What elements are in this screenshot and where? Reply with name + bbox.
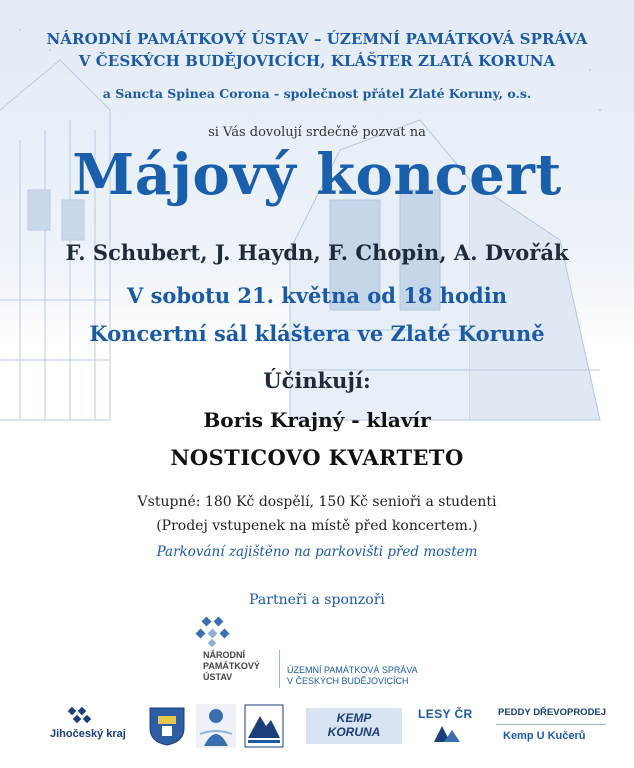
npu-logo-text: NÁRODNÍ PAMÁTKOVÝ ÚSTAV xyxy=(203,650,260,682)
upsp-logo-text: ÚZEMNÍ PAMÁTKOVÁ SPRÁVA V ČESKÝCH BUDĚJOVICÍCH xyxy=(287,665,418,686)
spinea-corona-emblem-icon xyxy=(196,704,236,748)
venue-line: Koncertní sál kláštera ve Zlaté Koruně xyxy=(89,321,545,346)
organizer-line-2: V ČESKÝCH BUDĚJOVICÍCH, KLÁŠTER ZLATÁ KORUNA xyxy=(78,52,556,70)
lesycr-label: LESY ČR xyxy=(418,707,473,721)
npu-logo-icon xyxy=(193,614,239,648)
lesycr-logo-icon xyxy=(432,724,462,744)
soloist: Boris Krajný - klavír xyxy=(203,408,431,432)
ticket-price: Vstupné: 180 Kč dospělí, 150 Kč senioři a studenti xyxy=(137,494,497,510)
coat-of-arms-icon xyxy=(148,706,186,746)
ensemble: NOSTICOVO KVARTETO xyxy=(170,445,464,470)
date-line: V sobotu 21. května od 18 hodin xyxy=(127,283,507,308)
logo-divider xyxy=(279,650,280,688)
parking-note: Parkování zajištěno na parkovišti před mostem xyxy=(156,544,478,560)
peddy-divider xyxy=(496,724,606,725)
organizer-line-3: a Sancta Spinea Corona - společnost přátel Zlaté Koruny, o.s. xyxy=(102,86,532,101)
kemp-kuceru-label: Kemp U Kučerů xyxy=(503,730,586,742)
mountain-club-logo-icon xyxy=(244,704,284,748)
peddy-label: PEDDY DŘEVOPRODEJ xyxy=(498,707,607,718)
ticket-sale-note: (Prodej vstupenek na místě před koncertem.) xyxy=(156,518,478,534)
composers-line: F. Schubert, J. Haydn, F. Chopin, A. Dvořák xyxy=(65,240,569,265)
partners-heading: Partneři a sponzoři xyxy=(249,592,385,608)
kemp-koruna-logo: KEMP KORUNA xyxy=(306,708,402,744)
performers-heading: Účinkují: xyxy=(263,368,371,393)
jihocesky-kraj-label: Jihočeský kraj xyxy=(50,728,126,740)
event-title: Májový koncert xyxy=(72,142,562,208)
organizer-line-1: NÁRODNÍ PAMÁTKOVÝ ÚSTAV – ÚZEMNÍ PAMÁTKOVÁ SPRÁVA xyxy=(46,30,588,48)
jihocesky-kraj-logo-icon xyxy=(66,705,96,727)
invitation-text: si Vás dovolují srdečně pozvat na xyxy=(208,125,426,140)
